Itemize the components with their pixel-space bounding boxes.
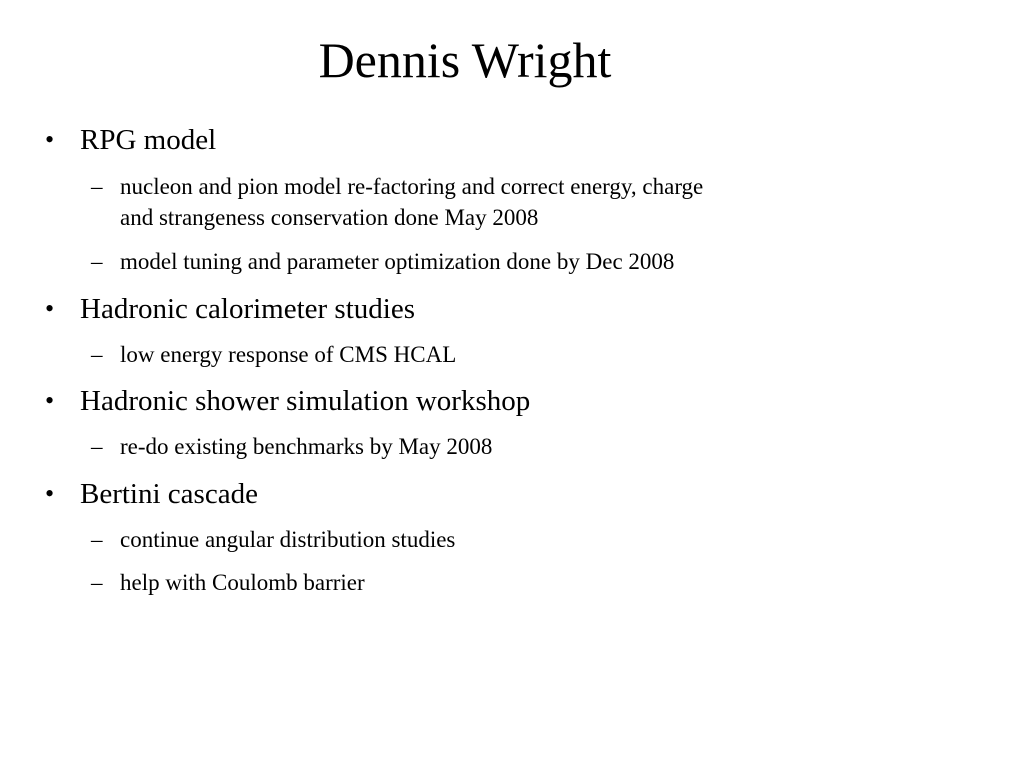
bullet-item xyxy=(45,477,258,511)
bullet-text: RPG model xyxy=(80,124,217,156)
sub-bullet-marker: – xyxy=(91,570,103,595)
sub-bullet-text: continue angular distribution studies xyxy=(120,527,456,552)
bullet-marker: • xyxy=(45,479,55,508)
sub-bullet-text: help with Coulomb barrier xyxy=(120,570,365,595)
sub-bullet-text: and strangeness conservation done May 2008 xyxy=(120,205,539,230)
sub-bullet-marker: – xyxy=(91,342,103,367)
slide-title: Dennis Wright xyxy=(318,32,612,88)
sub-bullet-marker: – xyxy=(91,174,103,199)
sub-bullet-item xyxy=(91,567,365,598)
bullet-text: Hadronic shower simulation workshop xyxy=(80,385,531,417)
sub-bullet-marker: – xyxy=(91,527,103,552)
sub-bullet-marker: – xyxy=(91,434,103,459)
sub-bullet-text: low energy response of CMS HCAL xyxy=(120,342,457,367)
bullet-item xyxy=(45,384,531,418)
bullet-marker: • xyxy=(45,386,55,415)
sub-bullet-text: nucleon and pion model re-factoring and correct energy, charge xyxy=(120,174,704,199)
bullet-marker: • xyxy=(45,294,55,323)
sub-bullet-continuation xyxy=(120,202,538,233)
bullet-marker: • xyxy=(45,125,55,154)
sub-bullet-item xyxy=(91,246,675,277)
bullet-item xyxy=(45,123,217,157)
sub-bullet-item xyxy=(91,431,493,462)
sub-bullet-text: re-do existing benchmarks by May 2008 xyxy=(120,434,493,459)
sub-bullet-item xyxy=(91,171,704,202)
sub-bullet-marker: – xyxy=(91,249,103,274)
bullet-text: Bertini cascade xyxy=(80,478,258,510)
sub-bullet-item xyxy=(91,524,456,555)
sub-bullet-item xyxy=(91,339,457,370)
bullet-item xyxy=(45,292,415,326)
bullet-text: Hadronic calorimeter studies xyxy=(80,293,415,325)
sub-bullet-text: model tuning and parameter optimization done by Dec 2008 xyxy=(120,249,675,274)
